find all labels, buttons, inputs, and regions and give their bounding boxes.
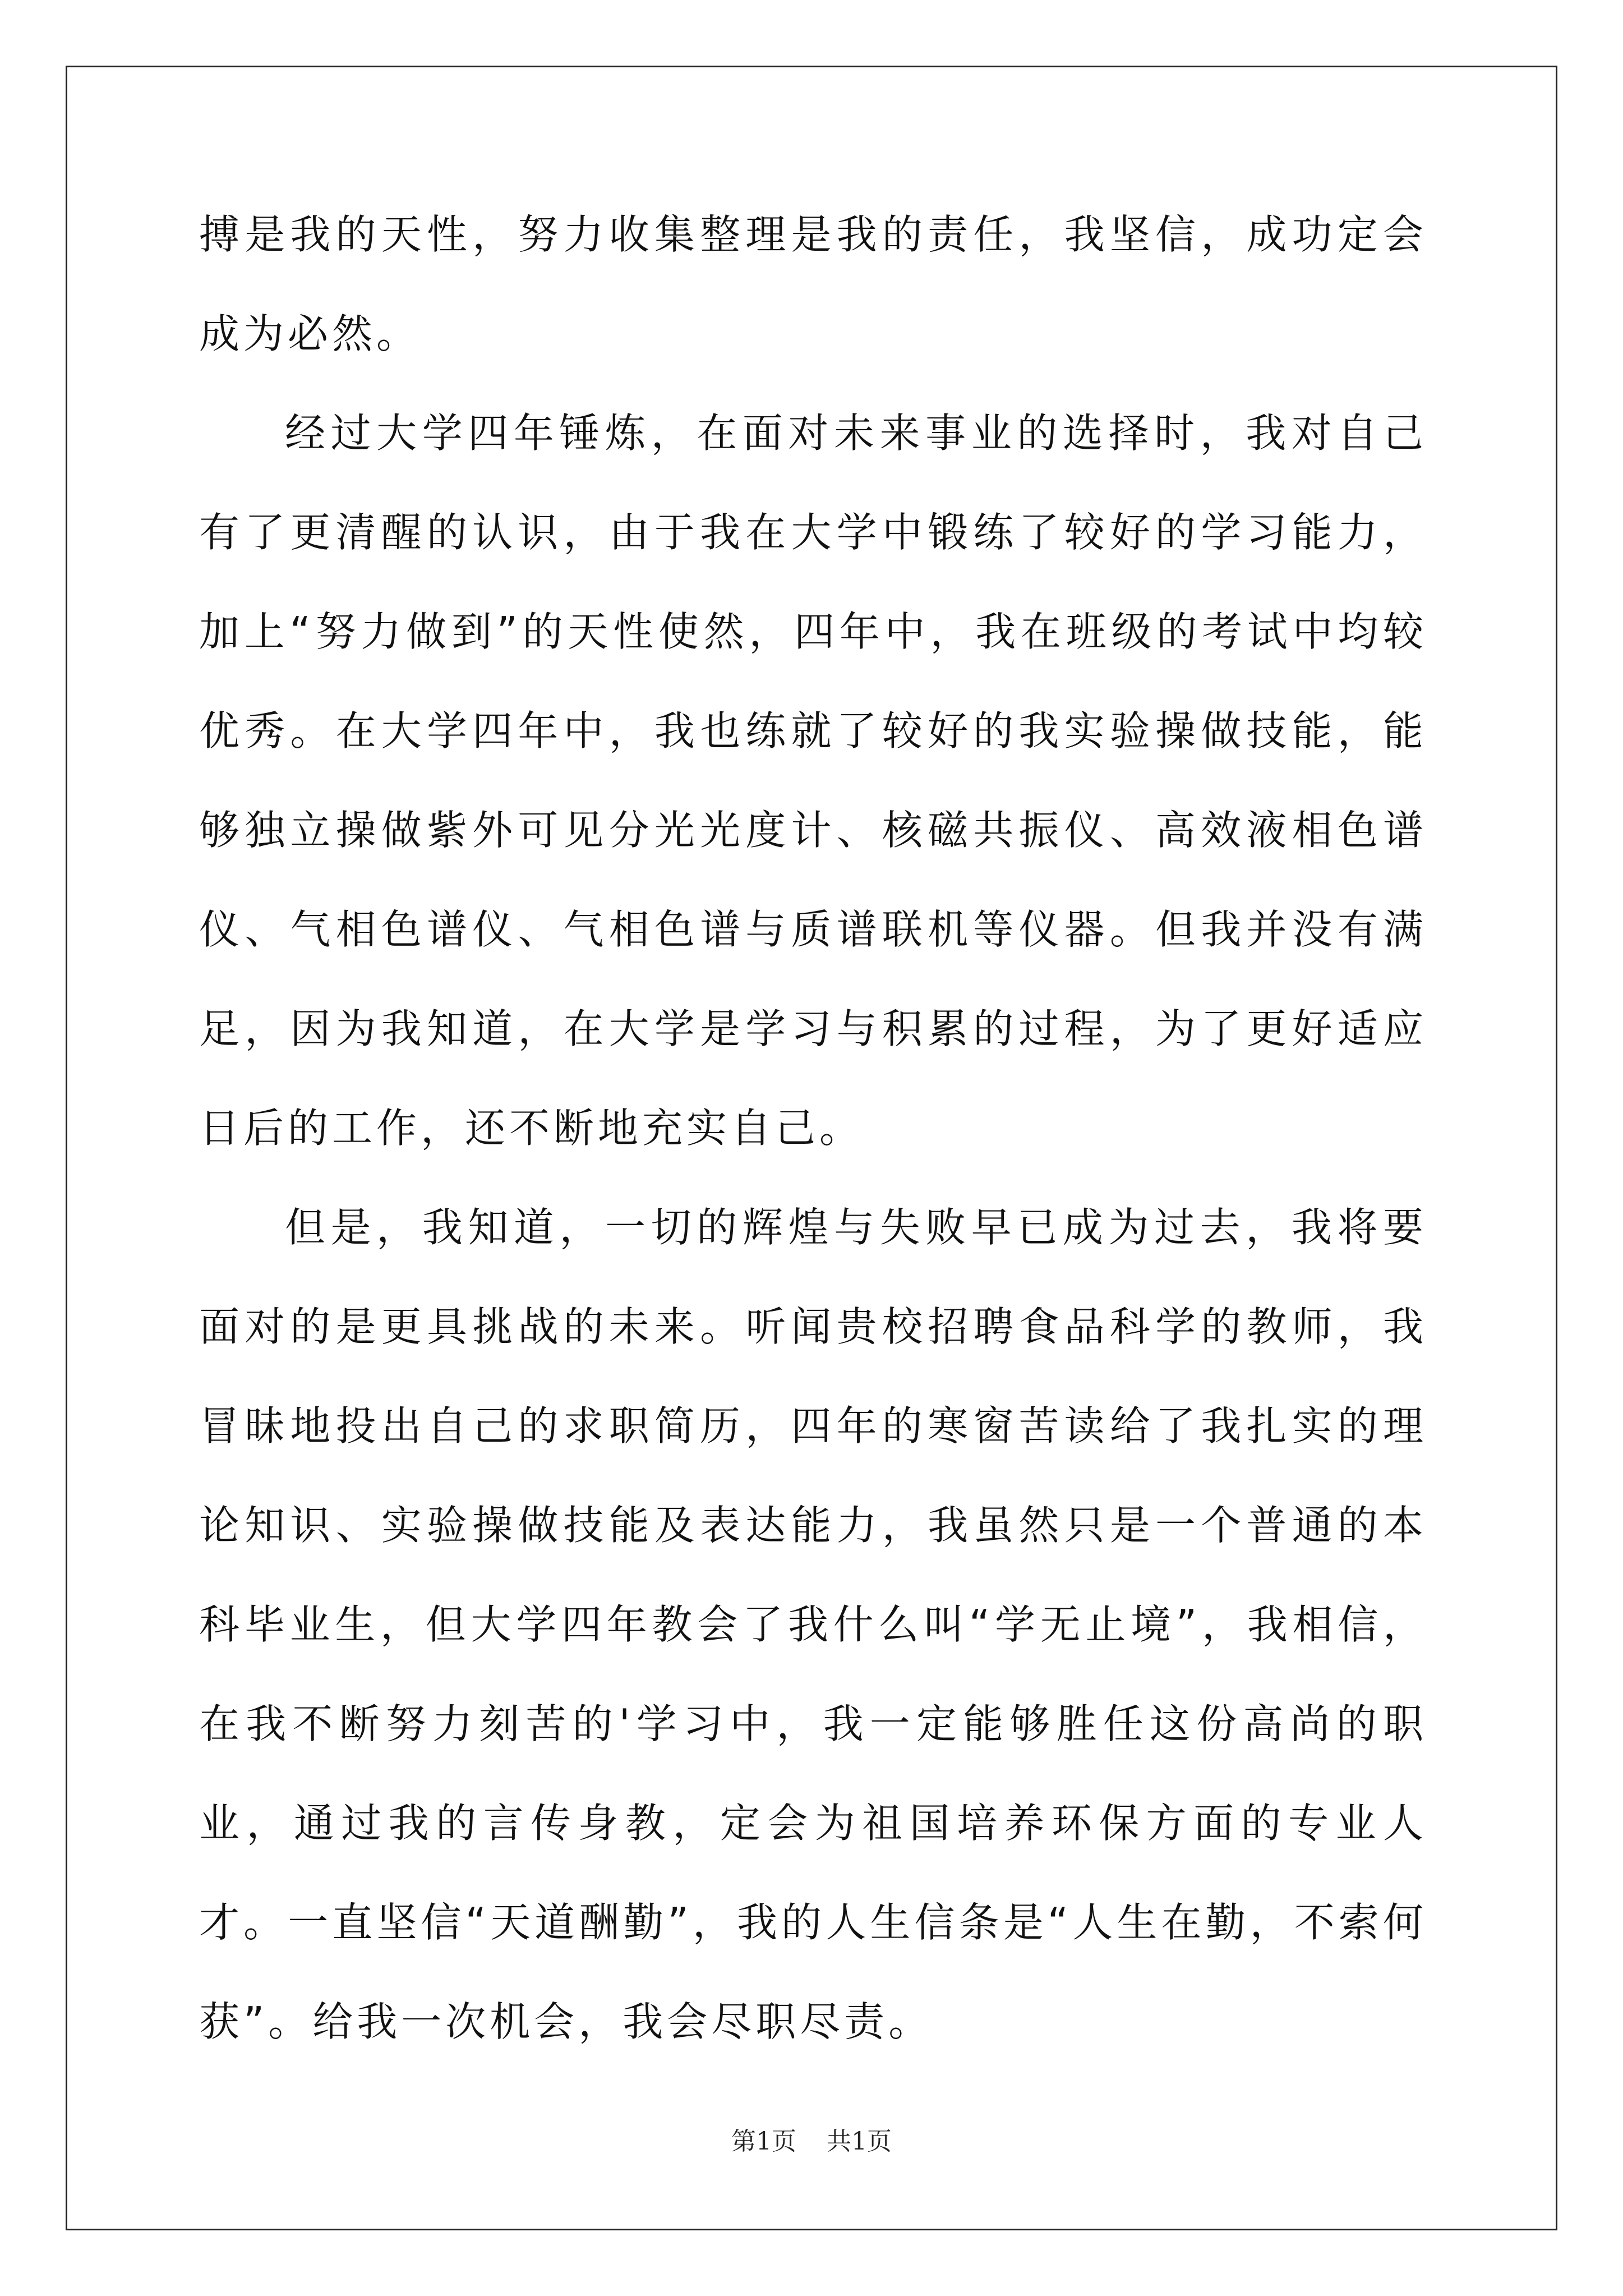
paragraph-1: 搏是我的天性，努力收集整理是我的责任，我坚信，成功定会成为必然。 <box>199 211 1427 357</box>
paragraph-3: 但是，我知道，一切的辉煌与失败早已成为过去，我将要面对的是更具挑战的未来。听闻贵校招聘食品科学的教师，我冒昧地投出自己的求职简历，四年的寒窗苦读给了我扎实的理论知识、实验操做技能及表达能力，我虽然只是一个普通的本科毕业生，但大学四年教会了我什么叫“学无止境”，我相信，在我不断努力刻苦的'学习中，我一定能够胜任这份高尚的职业，通过我的言传身教，定会为祖国培养环保方面的专业人才。一直坚信“天道酬勤”，我的人生信条是“人生在勤，不索何获”。给我一次机会，我会尽职尽责。 <box>199 1204 1427 2045</box>
page-number-current: 第1页 <box>731 2127 796 2156</box>
paragraph-2: 经过大学四年锤炼，在面对未来事业的选择时，我对自己有了更清醒的认识，由于我在大学中锻练了较好的学习能力，加上“努力做到”的天性使然，四年中，我在班级的考试中均较优秀。在大学四年中，我也练就了较好的我实验操做技能，能够独立操做紫外可见分光光度计、核磁共振仪、高效液相色谱仪、气相色谱仪、气相色谱与质谱联机等仪器。但我并没有满足，因为我知道，在大学是学习与积累的过程，为了更好适应日后的工作，还不断地充实自己。 <box>199 409 1427 1152</box>
page-number-total: 共1页 <box>827 2127 892 2156</box>
document-body <box>199 185 1427 2072</box>
page-footer <box>0 2125 1623 2159</box>
